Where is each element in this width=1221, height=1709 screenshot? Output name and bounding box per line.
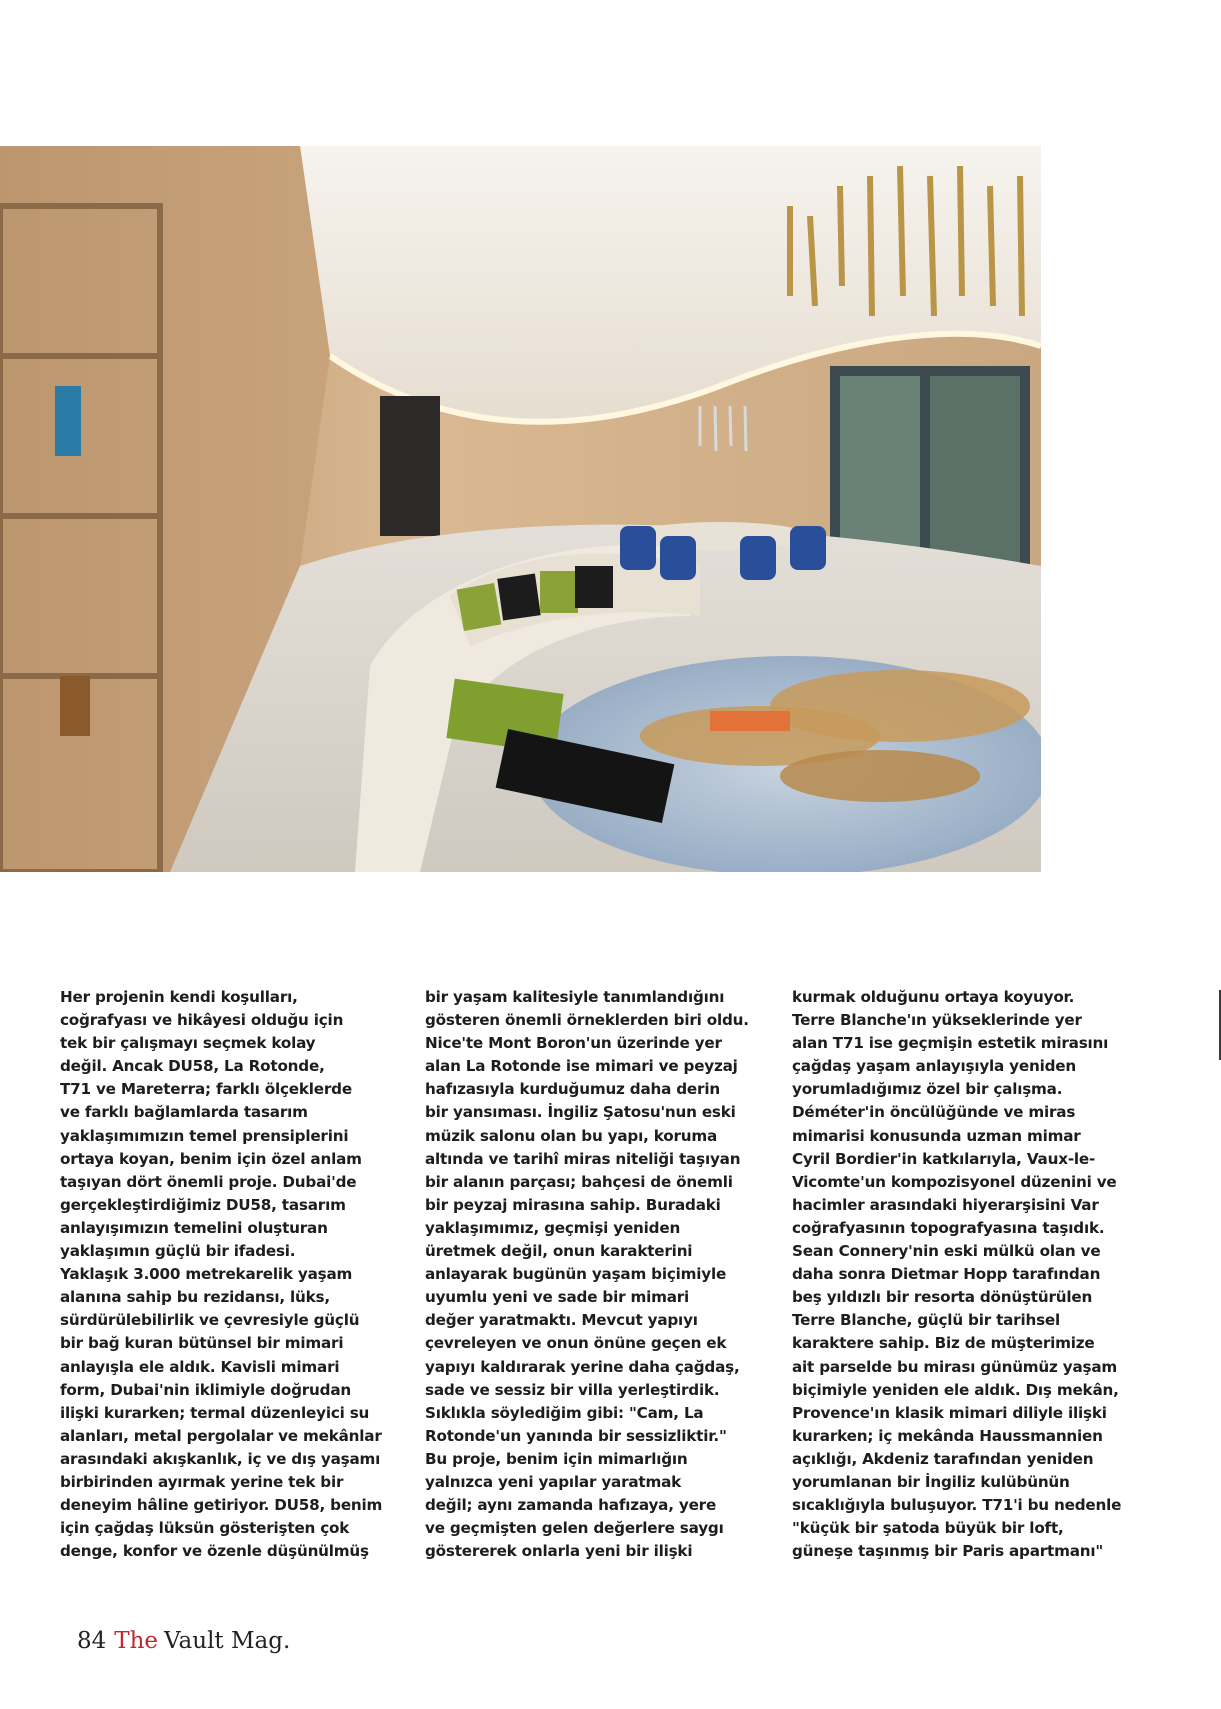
living-room-illustration: [0, 146, 1041, 872]
article-line: güneşe taşınmış bir Paris apartmanı": [792, 1542, 1104, 1561]
article-line: hafızasıyla kurduğumuz daha derin: [425, 1080, 720, 1099]
magazine-brand-name: Vault Mag.: [164, 1628, 291, 1654]
article-line: değil. Ancak DU58, La Rotonde,: [60, 1057, 325, 1076]
article-line: Sean Connery'nin eski mülkü olan ve: [792, 1242, 1101, 1261]
living-room-photo: [0, 146, 1041, 872]
article-line: bir alanın parçası; bahçesi de önemli: [425, 1172, 733, 1191]
article-line: ve farklı bağlamlarda tasarım: [60, 1103, 308, 1122]
article-column-1: [60, 986, 405, 1563]
article-line: Bu proje, benim için mimarlığın: [425, 1449, 688, 1468]
article-line: birbirinden ayırmak yerine tek bir: [60, 1472, 344, 1491]
article-line: arasındaki akışkanlık, iç ve dış yaşamı: [60, 1449, 381, 1468]
article-line: Terre Blanche'ın yükseklerinde yer: [792, 1011, 1082, 1030]
article-line: anlayışla ele aldık. Kavisli mimari: [60, 1357, 340, 1376]
article-line: sade ve sessiz bir villa yerleştirdik.: [425, 1380, 720, 1399]
article-line: coğrafyası ve hikâyesi olduğu için: [60, 1011, 344, 1030]
magazine-brand-the: The: [114, 1628, 159, 1654]
article-line: alanları, metal pergolalar ve mekânlar: [60, 1426, 382, 1445]
article-line: tek bir çalışmayı seçmek kolay: [60, 1034, 316, 1053]
article-line: Provence'ın klasik mimari diliyle ilişki: [792, 1403, 1107, 1422]
article-line: Yaklaşık 3.000 metrekarelik yaşam: [60, 1265, 353, 1284]
article-line: yalnızca yeni yapılar yaratmak: [425, 1472, 682, 1491]
article-line: bir peyzaj mirasına sahip. Buradaki: [425, 1195, 721, 1214]
article-line: gerçekleştirdiğimiz DU58, tasarım: [60, 1195, 346, 1214]
article-line: göstererek onlarla yeni bir ilişki: [425, 1542, 693, 1561]
article-line: biçimiyle yeniden ele aldık. Dış mekân,: [792, 1380, 1119, 1399]
article-line: ortaya koyan, benim için özel anlam: [60, 1149, 362, 1168]
article-line: karaktere sahip. Biz de müşterimize: [792, 1334, 1095, 1353]
article-line: alan T71 ise geçmişin estetik mirasını: [792, 1034, 1109, 1053]
article-line: Her projenin kendi koşulları,: [60, 988, 298, 1006]
article-line: ve geçmişten gelen değerlere saygı: [425, 1519, 724, 1538]
article-line: daha sonra Dietmar Hopp tarafından: [792, 1265, 1101, 1284]
article-line: müzik salonu olan bu yapı, koruma: [425, 1126, 718, 1145]
article-column-2: [425, 986, 770, 1563]
article-line: beş yıldızlı bir resorta dönüştürülen: [792, 1288, 1093, 1307]
article-line: yorumlanan bir İngiliz kulübünün: [792, 1472, 1070, 1491]
article-line: T71 ve Mareterra; farklı ölçeklerde: [60, 1080, 352, 1099]
article-line: yaklaşımımızın temel prensiplerini: [60, 1126, 349, 1145]
article-column-3: [792, 986, 1137, 1563]
article-line: gösteren önemli örneklerden biri oldu.: [425, 1011, 749, 1030]
article-line: Nice'te Mont Boron'un üzerinde yer: [425, 1034, 722, 1053]
article-line: coğrafyasının topografyasına taşıdık.: [792, 1218, 1105, 1237]
article-line: sürdürülebilirlik ve çevresiyle güçlü: [60, 1311, 360, 1330]
article-line: Terre Blanche, güçlü bir tarihsel: [792, 1311, 1061, 1330]
article-body: [0, 986, 1221, 1586]
article-line: denge, konfor ve özenle düşünülmüş: [60, 1542, 369, 1561]
article-line: ilişki kurarken; termal düzenleyici su: [60, 1403, 370, 1422]
article-line: alan La Rotonde ise mimari ve peyzaj: [425, 1057, 738, 1076]
article-line: uyumlu yeni ve sade bir mimari: [425, 1288, 690, 1307]
article-line: ait parselde bu mirası günümüz yaşam: [792, 1357, 1118, 1376]
article-line: bir yansıması. İngiliz Şatosu'nun eski: [425, 1103, 736, 1122]
article-line: alanına sahip bu rezidansı, lüks,: [60, 1288, 330, 1307]
article-line: anlayışımızın temelini oluşturan: [60, 1218, 328, 1237]
article-line: bir yaşam kalitesiyle tanımlandığını: [425, 988, 725, 1006]
article-line: yapıyı kaldırarak yerine daha çağdaş,: [425, 1357, 740, 1376]
article-line: "küçük bir şatoda büyük bir loft,: [792, 1519, 1064, 1538]
article-line: değil; aynı zamanda hafızaya, yere: [425, 1496, 717, 1515]
article-line: için çağdaş lüksün gösterişten çok: [60, 1519, 350, 1538]
article-line: kurarken; iç mekânda Haussmannien: [792, 1426, 1103, 1445]
article-line: sıcaklığıyla buluşuyor. T71'i bu nedenle: [792, 1496, 1122, 1515]
article-line: yaklaşımın güçlü bir ifadesi.: [60, 1242, 296, 1261]
article-line: yaklaşımımız, geçmişi yeniden: [425, 1218, 681, 1237]
article-line: hacimler arasındaki hiyerarşisini Var: [792, 1195, 1099, 1214]
article-line: kurmak olduğunu ortaya koyuyor.: [792, 988, 1075, 1006]
article-line: Cyril Bordier'in katkılarıyla, Vaux-le-: [792, 1149, 1096, 1168]
article-line: çevreleyen ve onun önüne geçen ek: [425, 1334, 727, 1353]
article-line: Vicomte'un kompozisyonel düzenini ve: [792, 1172, 1117, 1191]
article-line: form, Dubai'nin iklimiyle doğrudan: [60, 1380, 351, 1399]
article-line: taşıyan dört önemli proje. Dubai'de: [60, 1172, 357, 1191]
page-number: 84: [77, 1628, 107, 1654]
article-line: Déméter'in öncülüğünde ve miras: [792, 1103, 1076, 1122]
article-line: açıklığı, Akdeniz tarafından yeniden: [792, 1449, 1094, 1468]
article-line: çağdaş yaşam anlayışıyla yeniden: [792, 1057, 1076, 1076]
article-line: değer yaratmaktı. Mevcut yapıyı: [425, 1311, 698, 1330]
article-line: mimarisi konusunda uzman mimar: [792, 1126, 1081, 1145]
article-line: bir bağ kuran bütünsel bir mimari: [60, 1334, 344, 1353]
page-footer: [77, 1628, 290, 1662]
article-line: Sıklıkla söylediğim gibi: "Cam, La: [425, 1403, 704, 1422]
article-line: anlayarak bugünün yaşam biçimiyle: [425, 1265, 727, 1284]
article-line: Rotonde'un yanında bir sessizliktir.": [425, 1426, 727, 1445]
article-line: yorumladığımız özel bir çalışma.: [792, 1080, 1063, 1099]
article-line: üretmek değil, onun karakterini: [425, 1242, 693, 1261]
article-line: altında ve tarihî miras niteliği taşıyan: [425, 1149, 741, 1168]
article-line: deneyim hâline getiriyor. DU58, benim: [60, 1496, 383, 1515]
